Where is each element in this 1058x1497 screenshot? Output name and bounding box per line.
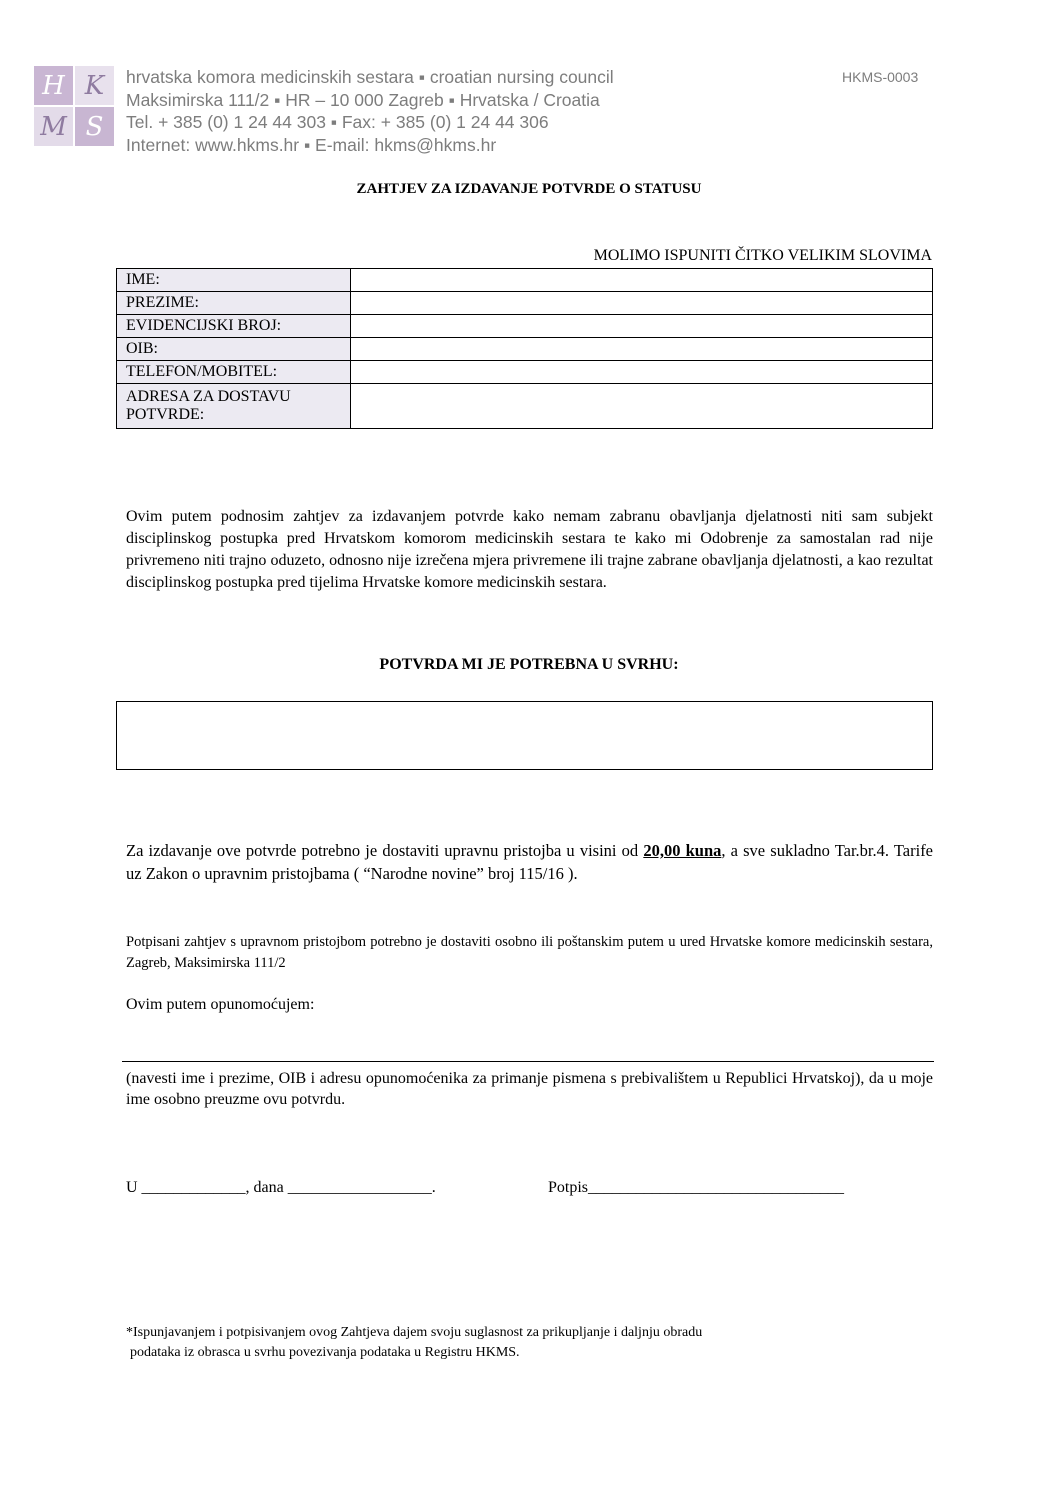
logo-letter-k: K <box>75 66 114 105</box>
field-row-adresa <box>117 384 933 429</box>
field-label-telefon: TELEFON/MOBITEL: <box>117 361 351 384</box>
field-label-evidencijski-broj: EVIDENCIJSKI BROJ: <box>117 315 351 338</box>
field-input-adresa[interactable] <box>351 384 933 429</box>
field-input-prezime[interactable] <box>351 292 933 315</box>
authorization-input-line[interactable] <box>122 1061 934 1062</box>
authorization-note: (navesti ime i prezime, OIB i adresu opunomoćenika za primanje pismena s prebivalištem u Republici Hrvatskoj), da u moje ime osobno preuzme ovu potvrdu. <box>126 1070 933 1108</box>
field-row-evidencijski-broj <box>117 315 933 338</box>
field-row-oib <box>117 338 933 361</box>
purpose-heading: POTVRDA MI JE POTREBNA U SVRHU: <box>379 656 679 673</box>
purpose-input-box[interactable] <box>116 701 933 770</box>
fill-notice: MOLIMO ISPUNITI ČITKO VELIKIM SLOVIMA <box>593 247 932 264</box>
statement-paragraph: Ovim putem podnosim zahtjev za izdavanjem potvrde kako nemam zabranu obavljanja djelatnosti niti sam subjekt disciplinskog postupka pred Hrvatskom komorom medicinskih sestara te kako mi Odobrenje za samostalan rad nije privremeno niti trajno oduzeto, odnosno nije izrečena mjera privremene ili trajne zabrane obavljanja djelatnosti, a kao rezultat disciplinskog postupka pred tijelima Hrvatske komore medicinskih sestara. <box>126 508 933 591</box>
letterhead-web: Internet: www.hkms.hr ▪ E-mail: hkms@hkms.hr <box>126 134 497 155</box>
field-row-telefon <box>117 361 933 384</box>
place-date-field[interactable]: U _____________, dana __________________. <box>126 1179 436 1196</box>
signature-field[interactable]: Potpis________________________________ <box>548 1179 845 1196</box>
field-input-ime[interactable] <box>351 269 933 292</box>
letterhead-address: Maksimirska 111/2 ▪ HR – 10 000 Zagreb ▪ Hrvatska / Croatia <box>126 89 600 110</box>
logo-grid <box>34 66 114 146</box>
authorization-label: Ovim putem opunomoćujem: <box>126 996 315 1013</box>
field-label-oib: OIB: <box>117 338 351 361</box>
letterhead-phone: Tel. + 385 (0) 1 24 44 303 ▪ Fax: + 385 (0) 1 24 44 306 <box>126 112 549 132</box>
field-row-ime <box>117 269 933 292</box>
field-label-ime: IME: <box>117 269 351 292</box>
form-title: ZAHTJEV ZA IZDAVANJE POTVRDE O STATUSU <box>356 181 702 197</box>
logo-letter-h: H <box>34 66 73 105</box>
consent-footnote <box>126 1323 702 1363</box>
field-label-prezime: PREZIME: <box>117 292 351 315</box>
fee-text-after: , a sve sukladno Tar.br.4. Tarife uz Zakon o upravnim pristojbama ( “Narodne novine” broj 115/16 ). <box>126 841 934 883</box>
fee-paragraph <box>126 839 933 885</box>
footnote-line-1: *Ispunjavanjem i potpisivanjem ovog Zahtjeva dajem svoju suglasnost za prikupljanje i daljnju obradu <box>126 1325 703 1340</box>
letterhead <box>126 66 614 156</box>
footnote-line-2: podataka iz obrasca u svrhu povezivanja podataka u Registru HKMS. <box>130 1345 520 1360</box>
form-code: HKMS-0003 <box>842 69 919 85</box>
hkms-logo <box>22 60 122 150</box>
fee-text-before: Za izdavanje ove potvrde potrebno je dostaviti upravnu pristojba u visini od <box>126 841 644 860</box>
logo-letter-s: S <box>75 107 114 146</box>
personal-data-table <box>116 268 933 429</box>
delivery-paragraph: Potpisani zahtjev s upravnom pristojbom potrebno je dostaviti osobno ili poštanskim putem u ured Hrvatske komore medicinskih sestara, Zagreb, Maksimirska 111/2 <box>126 934 933 971</box>
field-input-telefon[interactable] <box>351 361 933 384</box>
logo-letter-m: M <box>34 107 73 146</box>
letterhead-org: hrvatska komora medicinskih sestara ▪ croatian nursing council <box>126 67 614 87</box>
field-input-oib[interactable] <box>351 338 933 361</box>
fee-amount: 20,00 kuna <box>643 841 722 860</box>
field-input-evidencijski-broj[interactable] <box>351 315 933 338</box>
field-label-adresa: ADRESA ZA DOSTAVU POTVRDE: <box>117 384 351 429</box>
field-row-prezime <box>117 292 933 315</box>
